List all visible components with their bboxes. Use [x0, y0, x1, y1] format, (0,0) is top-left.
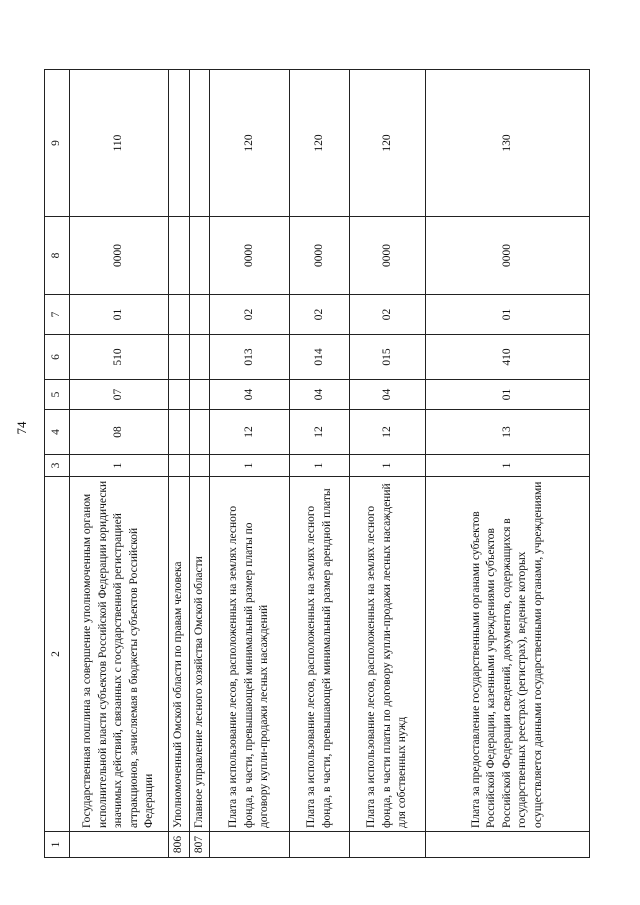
- header-cell: 9: [45, 70, 70, 217]
- header-cell: 8: [45, 217, 70, 295]
- cell-subarticle: 014: [290, 335, 350, 380]
- cell-article: 04: [210, 380, 290, 410]
- cell-program: 0000: [210, 217, 290, 295]
- cell-article: 01: [426, 380, 590, 410]
- cell-subgroup: 13: [426, 410, 590, 455]
- cell-article: 07: [70, 380, 169, 410]
- cell-element: 02: [210, 295, 290, 335]
- rotated-table-wrapper: [44, 70, 590, 858]
- cell-program: [189, 217, 210, 295]
- header-cell: 1: [45, 832, 70, 858]
- table-row: [169, 70, 190, 858]
- cell-element: 02: [290, 295, 350, 335]
- cell-description: Главное управление лесного хозяйства Омской области: [189, 477, 210, 832]
- cell-subarticle: 013: [210, 335, 290, 380]
- cell-element: 02: [350, 295, 426, 335]
- page-number: 74: [14, 421, 29, 435]
- cell-element: 01: [70, 295, 169, 335]
- header-cell: 2: [45, 477, 70, 832]
- table-row: [210, 70, 290, 858]
- cell-description: Плата за использование лесов, расположенных на землях лесного фонда, в части, превышающей минимальный размер платы по договору купли-продажи лесных насаждений: [210, 477, 290, 832]
- cell-group: 1: [70, 455, 169, 477]
- cell-article: [169, 380, 190, 410]
- cell-article: 04: [290, 380, 350, 410]
- cell-admin-code: [290, 832, 350, 858]
- cell-subgroup: [189, 410, 210, 455]
- table-row: [70, 70, 169, 858]
- budget-classification-table: [44, 69, 590, 858]
- cell-description: Плата за использование лесов, расположенных на землях лесного фонда, в части, превышающей минимальный размер арендной платы: [290, 477, 350, 832]
- cell-subarticle: 410: [426, 335, 590, 380]
- cell-group: 1: [210, 455, 290, 477]
- cell-admin-code: [70, 832, 169, 858]
- header-cell: 3: [45, 455, 70, 477]
- cell-description: Государственная пошлина за совершение уполномоченным органом исполнительной власти субъектов Российской Федерации юридически значимых действий, связанных с государственной регистрацией аттракционов, зачисляемая в бюджеты субъектов Российской Федерации: [70, 477, 169, 832]
- cell-program: 0000: [70, 217, 169, 295]
- cell-group: [169, 455, 190, 477]
- cell-description: Плата за предоставление государственными органами субъектов Российской Федерации, казенными учреждениями субъектов Российской Федерации сведений, документов, содержащихся в государственных реестрах (регистрах), ведение которых осуществляется данными государственными органами, учреждениями: [426, 477, 590, 832]
- header-row: [45, 70, 70, 858]
- cell-article: 04: [350, 380, 426, 410]
- table-row: [189, 70, 210, 858]
- table-row: [350, 70, 426, 858]
- cell-subarticle: [169, 335, 190, 380]
- table-row: [426, 70, 590, 858]
- cell-element: 01: [426, 295, 590, 335]
- cell-economic: [189, 70, 210, 217]
- cell-element: [169, 295, 190, 335]
- table-row: [290, 70, 350, 858]
- cell-group: 1: [350, 455, 426, 477]
- cell-subarticle: [189, 335, 210, 380]
- cell-subarticle: 510: [70, 335, 169, 380]
- cell-program: 0000: [426, 217, 590, 295]
- header-cell: 6: [45, 335, 70, 380]
- cell-description: Уполномоченный Омской области по правам человека: [169, 477, 190, 832]
- cell-program: 0000: [290, 217, 350, 295]
- header-cell: 7: [45, 295, 70, 335]
- cell-economic: 110: [70, 70, 169, 217]
- cell-subgroup: [169, 410, 190, 455]
- cell-economic: 120: [350, 70, 426, 217]
- cell-group: [189, 455, 210, 477]
- cell-subgroup: 08: [70, 410, 169, 455]
- cell-program: [169, 217, 190, 295]
- cell-description: Плата за использование лесов, расположенных на землях лесного фонда, в части платы по договору купли-продажи лесных насаждений для собственных нужд: [350, 477, 426, 832]
- cell-subgroup: 12: [290, 410, 350, 455]
- cell-subgroup: 12: [350, 410, 426, 455]
- header-cell: 4: [45, 410, 70, 455]
- cell-group: 1: [426, 455, 590, 477]
- table-body: [45, 70, 590, 858]
- cell-group: 1: [290, 455, 350, 477]
- cell-article: [189, 380, 210, 410]
- cell-economic: [169, 70, 190, 217]
- cell-program: 0000: [350, 217, 426, 295]
- cell-admin-code: [350, 832, 426, 858]
- cell-economic: 130: [426, 70, 590, 217]
- cell-admin-code: 806: [169, 832, 190, 858]
- cell-admin-code: 807: [189, 832, 210, 858]
- cell-subgroup: 12: [210, 410, 290, 455]
- cell-economic: 120: [210, 70, 290, 217]
- header-cell: 5: [45, 380, 70, 410]
- cell-admin-code: [210, 832, 290, 858]
- cell-element: [189, 295, 210, 335]
- cell-admin-code: [426, 832, 590, 858]
- cell-subarticle: 015: [350, 335, 426, 380]
- cell-economic: 120: [290, 70, 350, 217]
